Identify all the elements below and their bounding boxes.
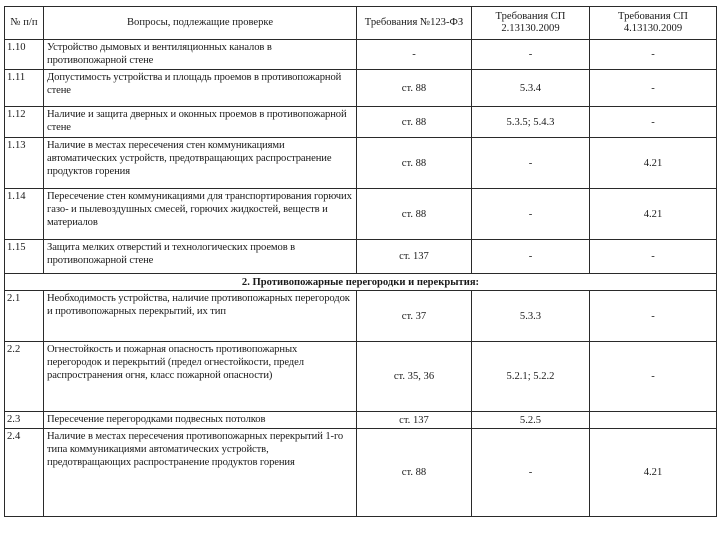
row-num: 1.11 xyxy=(5,70,44,107)
row-question: Огнестойкость и пожарная опасность противопожарных перегородок и перекрытий (предел огнестойкости, предел распространения огня, класс пожарной опасности) xyxy=(44,342,357,412)
inspection-table-page xyxy=(4,6,716,517)
row-req-sp2: - xyxy=(472,240,590,274)
table-row xyxy=(5,429,717,517)
header-question: Вопросы, подлежащие проверке xyxy=(44,7,357,40)
row-req-sp2: 5.3.3 xyxy=(472,291,590,342)
row-req-123fz: ст. 88 xyxy=(357,70,472,107)
row-req-sp4: - xyxy=(590,291,717,342)
row-req-sp4: - xyxy=(590,40,717,70)
row-req-sp2: 5.3.5; 5.4.3 xyxy=(472,107,590,138)
table-row xyxy=(5,107,717,138)
row-question: Необходимость устройства, наличие противопожарных перегородок и противопожарных перекрытий, их тип xyxy=(44,291,357,342)
row-num: 1.14 xyxy=(5,189,44,240)
section-title: 2. Противопожарные перегородки и перекрытия: xyxy=(5,274,717,291)
row-req-123fz: ст. 35, 36 xyxy=(357,342,472,412)
row-req-sp4: 4.21 xyxy=(590,189,717,240)
row-req-sp4 xyxy=(590,412,717,429)
row-req-sp2: 5.3.4 xyxy=(472,70,590,107)
row-req-123fz: ст. 137 xyxy=(357,412,472,429)
row-question: Наличие и защита дверных и оконных проемов в противопожарной стене xyxy=(44,107,357,138)
row-req-sp4: - xyxy=(590,107,717,138)
table-row xyxy=(5,240,717,274)
row-num: 2.2 xyxy=(5,342,44,412)
row-num: 1.13 xyxy=(5,138,44,189)
row-question: Пересечение стен коммуникациями для транспортирования горючих газо- и пылевоздушных смесей, горючих жидкостей, веществ и материалов xyxy=(44,189,357,240)
table-row xyxy=(5,412,717,429)
table-row xyxy=(5,138,717,189)
header-req-sp4: Требования СП 4.13130.2009 xyxy=(590,7,717,40)
inspection-table xyxy=(4,6,717,517)
row-req-123fz: - xyxy=(357,40,472,70)
row-req-123fz: ст. 88 xyxy=(357,189,472,240)
row-req-sp2: 5.2.5 xyxy=(472,412,590,429)
header-req-sp2: Требования СП 2.13130.2009 xyxy=(472,7,590,40)
row-question: Наличие в местах пересечения стен коммуникациями автоматических устройств, предотвращающих распространение продуктов горения xyxy=(44,138,357,189)
table-row xyxy=(5,40,717,70)
row-req-123fz: ст. 88 xyxy=(357,138,472,189)
row-question: Пересечение перегородками подвесных потолков xyxy=(44,412,357,429)
row-req-sp4: - xyxy=(590,70,717,107)
row-question: Устройство дымовых и вентиляционных каналов в противопожарной стене xyxy=(44,40,357,70)
table-row xyxy=(5,70,717,107)
table-row xyxy=(5,189,717,240)
row-num: 1.10 xyxy=(5,40,44,70)
header-num: № п/п xyxy=(5,7,44,40)
row-num: 2.4 xyxy=(5,429,44,517)
row-req-sp2: - xyxy=(472,429,590,517)
table-row xyxy=(5,291,717,342)
row-req-sp2: - xyxy=(472,40,590,70)
row-num: 1.12 xyxy=(5,107,44,138)
row-req-sp2: - xyxy=(472,189,590,240)
row-req-sp4: 4.21 xyxy=(590,138,717,189)
row-req-123fz: ст. 88 xyxy=(357,107,472,138)
row-req-sp2: 5.2.1; 5.2.2 xyxy=(472,342,590,412)
table-row xyxy=(5,342,717,412)
row-num: 1.15 xyxy=(5,240,44,274)
row-req-sp4: - xyxy=(590,342,717,412)
row-question: Защита мелких отверстий и технологических проемов в противопожарной стене xyxy=(44,240,357,274)
row-req-123fz: ст. 137 xyxy=(357,240,472,274)
section-header-row xyxy=(5,274,717,291)
row-req-sp4: - xyxy=(590,240,717,274)
row-num: 2.1 xyxy=(5,291,44,342)
row-question: Наличие в местах пересечения противопожарных перекрытий 1-го типа коммуникациями автоматических устройств, предотвращающих распространение продуктов горения xyxy=(44,429,357,517)
row-num: 2.3 xyxy=(5,412,44,429)
row-question: Допустимость устройства и площадь проемов в противопожарной стене xyxy=(44,70,357,107)
header-req-123fz: Требования №123-ФЗ xyxy=(357,7,472,40)
row-req-123fz: ст. 88 xyxy=(357,429,472,517)
row-req-sp2: - xyxy=(472,138,590,189)
row-req-sp4: 4.21 xyxy=(590,429,717,517)
table-header-row xyxy=(5,7,717,40)
row-req-123fz: ст. 37 xyxy=(357,291,472,342)
